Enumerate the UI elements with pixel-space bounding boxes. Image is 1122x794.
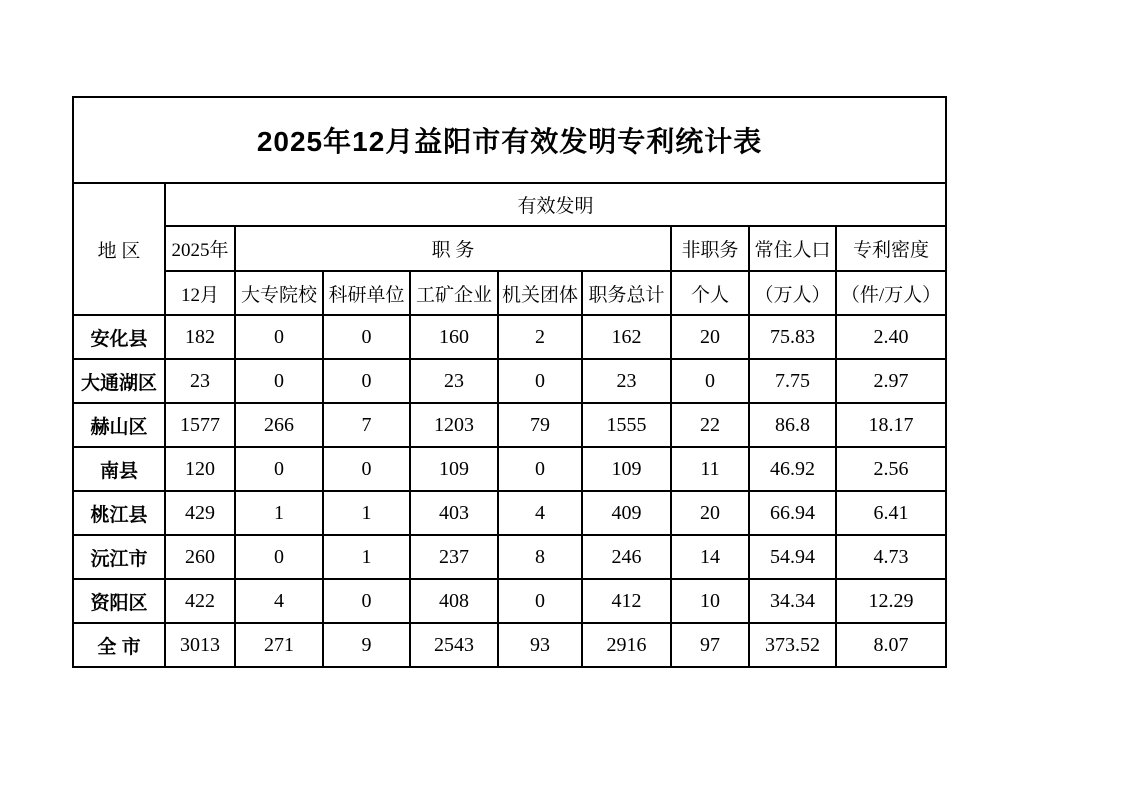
- table-cell: 23: [582, 359, 671, 403]
- table-cell: 23: [410, 359, 498, 403]
- table-cell: 162: [582, 315, 671, 359]
- table-cell: 2: [498, 315, 582, 359]
- header-industrial-enterprises: 工矿企业: [410, 271, 498, 315]
- table-cell: 8: [498, 535, 582, 579]
- table-cell: 4.73: [836, 535, 946, 579]
- region-name: 沅江市: [73, 535, 165, 579]
- header-population-unit: （万人）: [749, 271, 836, 315]
- table-cell: 14: [671, 535, 749, 579]
- table-cell: 1555: [582, 403, 671, 447]
- table-cell: 10: [671, 579, 749, 623]
- header-government-organizations: 机关团体: [498, 271, 582, 315]
- table-cell: 182: [165, 315, 235, 359]
- table-cell: 20: [671, 491, 749, 535]
- table-cell: 0: [323, 315, 410, 359]
- table-cell: 12.29: [836, 579, 946, 623]
- table-cell: 246: [582, 535, 671, 579]
- region-name: 安化县: [73, 315, 165, 359]
- table-row: [73, 359, 946, 403]
- table-cell: 8.07: [836, 623, 946, 667]
- table-title: 2025年12月益阳市有效发明专利统计表: [73, 97, 946, 183]
- table-cell: 412: [582, 579, 671, 623]
- table-row: [73, 579, 946, 623]
- table-cell: 79: [498, 403, 582, 447]
- table-cell: 46.92: [749, 447, 836, 491]
- table-cell: 1: [323, 535, 410, 579]
- table-row: [73, 447, 946, 491]
- table-cell: 93: [498, 623, 582, 667]
- header-individual: 个人: [671, 271, 749, 315]
- table-cell: 422: [165, 579, 235, 623]
- region-name: 桃江县: [73, 491, 165, 535]
- table-cell: 2.40: [836, 315, 946, 359]
- table-cell: 373.52: [749, 623, 836, 667]
- table-cell: 22: [671, 403, 749, 447]
- table-cell: 9: [323, 623, 410, 667]
- table-cell: 97: [671, 623, 749, 667]
- header-density-unit: （件/万人）: [836, 271, 946, 315]
- table-cell: 75.83: [749, 315, 836, 359]
- table-cell: 0: [235, 447, 323, 491]
- table-cell: 66.94: [749, 491, 836, 535]
- header-research-units: 科研单位: [323, 271, 410, 315]
- table-cell: 7: [323, 403, 410, 447]
- header-month: 12月: [165, 271, 235, 315]
- table-cell: 0: [235, 315, 323, 359]
- table-cell: 0: [498, 359, 582, 403]
- header-effective-invention: 有效发明: [165, 183, 946, 226]
- table-cell: 11: [671, 447, 749, 491]
- table-row: [73, 535, 946, 579]
- table-cell: 2916: [582, 623, 671, 667]
- table-cell: 4: [498, 491, 582, 535]
- table-cell: 34.34: [749, 579, 836, 623]
- table-cell: 109: [582, 447, 671, 491]
- region-name: 大通湖区: [73, 359, 165, 403]
- table-cell: 1: [323, 491, 410, 535]
- table-cell: 6.41: [836, 491, 946, 535]
- table-row: [73, 491, 946, 535]
- header-colleges: 大专院校: [235, 271, 323, 315]
- table-cell: 0: [323, 359, 410, 403]
- header-service-total: 职务总计: [582, 271, 671, 315]
- table-row: [73, 315, 946, 359]
- region-name: 赫山区: [73, 403, 165, 447]
- header-non-service: 非职务: [671, 226, 749, 271]
- table-cell: 2.97: [836, 359, 946, 403]
- table-cell: 0: [671, 359, 749, 403]
- header-year: 2025年: [165, 226, 235, 271]
- patent-statistics-table: [72, 96, 947, 668]
- table-row: [73, 403, 946, 447]
- table-cell: 403: [410, 491, 498, 535]
- table-cell: 0: [498, 579, 582, 623]
- table-row-total: [73, 623, 946, 667]
- table-cell: 237: [410, 535, 498, 579]
- header-patent-density: 专利密度: [836, 226, 946, 271]
- table-cell: 260: [165, 535, 235, 579]
- table-cell: 0: [498, 447, 582, 491]
- table-cell: 409: [582, 491, 671, 535]
- region-name: 南县: [73, 447, 165, 491]
- table-cell: 266: [235, 403, 323, 447]
- table-cell: 429: [165, 491, 235, 535]
- table-cell: 54.94: [749, 535, 836, 579]
- region-name: 资阳区: [73, 579, 165, 623]
- table-cell: 7.75: [749, 359, 836, 403]
- table-cell: 408: [410, 579, 498, 623]
- region-name: 全 市: [73, 623, 165, 667]
- table-cell: 0: [323, 447, 410, 491]
- table-cell: 0: [235, 359, 323, 403]
- table-cell: 1: [235, 491, 323, 535]
- table-cell: 271: [235, 623, 323, 667]
- header-region: 地 区: [73, 183, 165, 315]
- header-resident-population: 常住人口: [749, 226, 836, 271]
- table-cell: 160: [410, 315, 498, 359]
- statistics-sheet: [72, 96, 947, 668]
- table-cell: 2.56: [836, 447, 946, 491]
- table-cell: 1577: [165, 403, 235, 447]
- table-cell: 0: [235, 535, 323, 579]
- table-cell: 23: [165, 359, 235, 403]
- table-cell: 20: [671, 315, 749, 359]
- table-cell: 120: [165, 447, 235, 491]
- table-cell: 86.8: [749, 403, 836, 447]
- table-cell: 3013: [165, 623, 235, 667]
- table-cell: 1203: [410, 403, 498, 447]
- header-service: 职 务: [235, 226, 671, 271]
- table-cell: 4: [235, 579, 323, 623]
- table-cell: 0: [323, 579, 410, 623]
- table-cell: 2543: [410, 623, 498, 667]
- table-cell: 18.17: [836, 403, 946, 447]
- table-cell: 109: [410, 447, 498, 491]
